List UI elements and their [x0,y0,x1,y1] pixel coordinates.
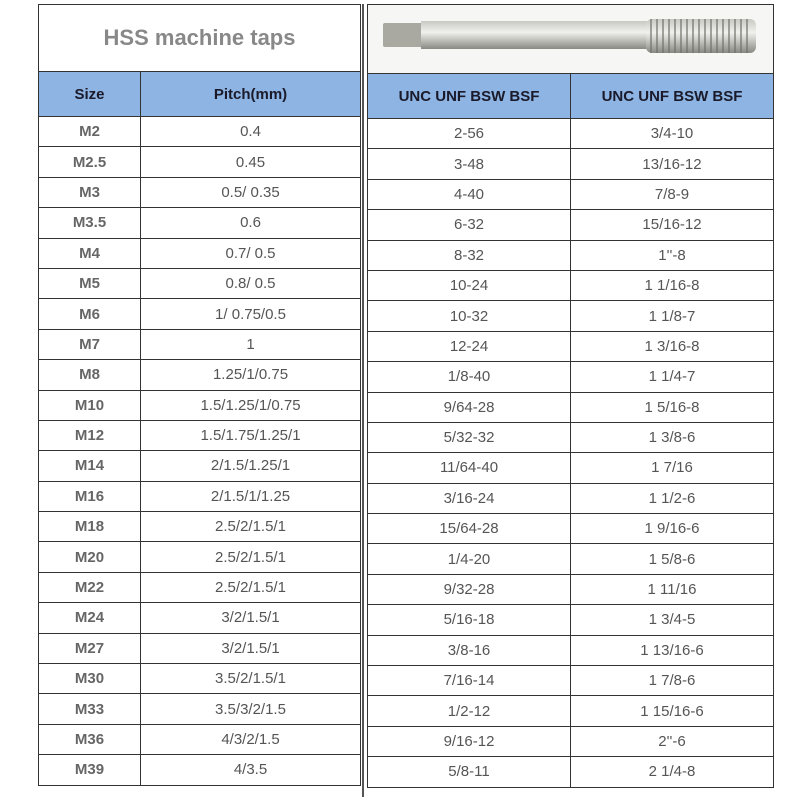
table-row [368,514,774,544]
table-row [39,208,361,238]
imperial-table [367,4,774,788]
pitch-cell: 0.5/ 0.35 [141,177,361,207]
imperial-cell: 1 15/16-6 [571,696,774,726]
imperial-cell: 1 5/8-6 [571,544,774,574]
size-cell: M39 [39,755,141,785]
imperial-cell: 3/4-10 [571,119,774,149]
pitch-cell: 3.5/2/1.5/1 [141,664,361,694]
pitch-cell: 2.5/2/1.5/1 [141,572,361,602]
pitch-cell: 0.7/ 0.5 [141,238,361,268]
imperial-cell: 9/64-28 [368,392,571,422]
size-cell: M33 [39,694,141,724]
pitch-cell: 4/3/2/1.5 [141,724,361,754]
table-row [39,542,361,572]
imperial-cell: 10-24 [368,270,571,300]
imperial-cell: 2''-6 [571,726,774,756]
size-cell: M3.5 [39,208,141,238]
imperial-cell: 5/32-32 [368,422,571,452]
size-cell: M27 [39,633,141,663]
imperial-cell: 3-48 [368,149,571,179]
size-cell: M36 [39,724,141,754]
table-row [39,512,361,542]
table-row [39,451,361,481]
table-row [368,605,774,635]
page-title: HSS machine taps [39,5,361,72]
table-row [39,360,361,390]
imperial-cell: 1 3/16-8 [571,331,774,361]
table-row [39,420,361,450]
imperial-cell: 5/8-11 [368,757,571,787]
header-imperial-2: UNC UNF BSW BSF [571,74,774,119]
size-cell: M8 [39,360,141,390]
table-row [39,329,361,359]
table-row [39,390,361,420]
table-row [39,603,361,633]
size-cell: M5 [39,268,141,298]
table-row [368,240,774,270]
pitch-cell: 3/2/1.5/1 [141,603,361,633]
imperial-cell: 1 1/4-7 [571,362,774,392]
size-cell: M12 [39,420,141,450]
size-cell: M10 [39,390,141,420]
imperial-cell: 9/32-28 [368,574,571,604]
pitch-cell: 2.5/2/1.5/1 [141,512,361,542]
table-row [368,149,774,179]
header-pitch: Pitch(mm) [141,72,361,117]
imperial-cell: 1''-8 [571,240,774,270]
pitch-cell: 0.45 [141,147,361,177]
table-row [39,694,361,724]
table-row [368,696,774,726]
imperial-cell: 1/8-40 [368,362,571,392]
size-cell: M3 [39,177,141,207]
imperial-cell: 1 7/8-6 [571,666,774,696]
imperial-cell: 8-32 [368,240,571,270]
table-row [39,724,361,754]
size-cell: M6 [39,299,141,329]
metric-table [38,4,361,786]
table-row [368,544,774,574]
header-size: Size [39,72,141,117]
table-row [39,117,361,147]
pitch-cell: 0.6 [141,208,361,238]
imperial-cell: 9/16-12 [368,726,571,756]
imperial-cell: 1 1/16-8 [571,270,774,300]
table-row [368,483,774,513]
pitch-cell: 0.8/ 0.5 [141,268,361,298]
size-cell: M22 [39,572,141,602]
table-row [39,572,361,602]
size-cell: M24 [39,603,141,633]
size-cell: M4 [39,238,141,268]
imperial-cell: 1/2-12 [368,696,571,726]
imperial-cell: 11/64-40 [368,453,571,483]
table-row [39,299,361,329]
header-imperial-1: UNC UNF BSW BSF [368,74,571,119]
table-row [368,301,774,331]
pitch-cell: 2.5/2/1.5/1 [141,542,361,572]
imperial-cell: 2-56 [368,119,571,149]
size-cell: M7 [39,329,141,359]
table-row [368,635,774,665]
imperial-cell: 7/16-14 [368,666,571,696]
imperial-cell: 1 1/2-6 [571,483,774,513]
imperial-cell: 1 13/16-6 [571,635,774,665]
table-separator [362,4,364,797]
table-row [368,757,774,787]
table-row [368,392,774,422]
imperial-cell: 12-24 [368,331,571,361]
size-cell: M14 [39,451,141,481]
pitch-cell: 0.4 [141,117,361,147]
imperial-cell: 13/16-12 [571,149,774,179]
table-row [39,633,361,663]
table-row [368,422,774,452]
imperial-cell: 5/16-18 [368,605,571,635]
imperial-cell: 7/8-9 [571,179,774,209]
imperial-cell: 1 9/16-6 [571,514,774,544]
size-cell: M16 [39,481,141,511]
pitch-cell: 2/1.5/1/1.25 [141,481,361,511]
imperial-cell: 1 5/16-8 [571,392,774,422]
table-row [368,453,774,483]
pitch-cell: 1.5/1.75/1.25/1 [141,420,361,450]
imperial-cell: 1 7/16 [571,453,774,483]
imperial-cell: 3/8-16 [368,635,571,665]
imperial-cell: 15/16-12 [571,210,774,240]
size-cell: M2.5 [39,147,141,177]
table-row [39,147,361,177]
imperial-cell: 10-32 [368,301,571,331]
tap-image [368,5,774,74]
pitch-cell: 1.25/1/0.75 [141,360,361,390]
table-row [368,270,774,300]
imperial-cell: 1 11/16 [571,574,774,604]
imperial-cell: 4-40 [368,179,571,209]
table-row [39,755,361,785]
size-cell: M20 [39,542,141,572]
imperial-cell: 2 1/4-8 [571,757,774,787]
size-cell: M2 [39,117,141,147]
machine-tap-icon [371,5,771,69]
imperial-cell: 1 3/4-5 [571,605,774,635]
pitch-cell: 4/3.5 [141,755,361,785]
table-row [39,268,361,298]
table-row [368,210,774,240]
pitch-cell: 2/1.5/1.25/1 [141,451,361,481]
table-row [368,362,774,392]
imperial-cell: 3/16-24 [368,483,571,513]
table-row [368,179,774,209]
imperial-cell: 15/64-28 [368,514,571,544]
table-row [368,331,774,361]
pitch-cell: 1/ 0.75/0.5 [141,299,361,329]
table-row [368,666,774,696]
table-row [368,574,774,604]
imperial-cell: 1 3/8-6 [571,422,774,452]
table-row [39,177,361,207]
size-cell: M18 [39,512,141,542]
table-row [39,238,361,268]
pitch-cell: 1.5/1.25/1/0.75 [141,390,361,420]
table-row [368,119,774,149]
table-row [39,664,361,694]
imperial-cell: 1/4-20 [368,544,571,574]
table-row [39,481,361,511]
imperial-cell: 6-32 [368,210,571,240]
pitch-cell: 3.5/3/2/1.5 [141,694,361,724]
pitch-cell: 3/2/1.5/1 [141,633,361,663]
size-cell: M30 [39,664,141,694]
table-row [368,726,774,756]
pitch-cell: 1 [141,329,361,359]
imperial-cell: 1 1/8-7 [571,301,774,331]
